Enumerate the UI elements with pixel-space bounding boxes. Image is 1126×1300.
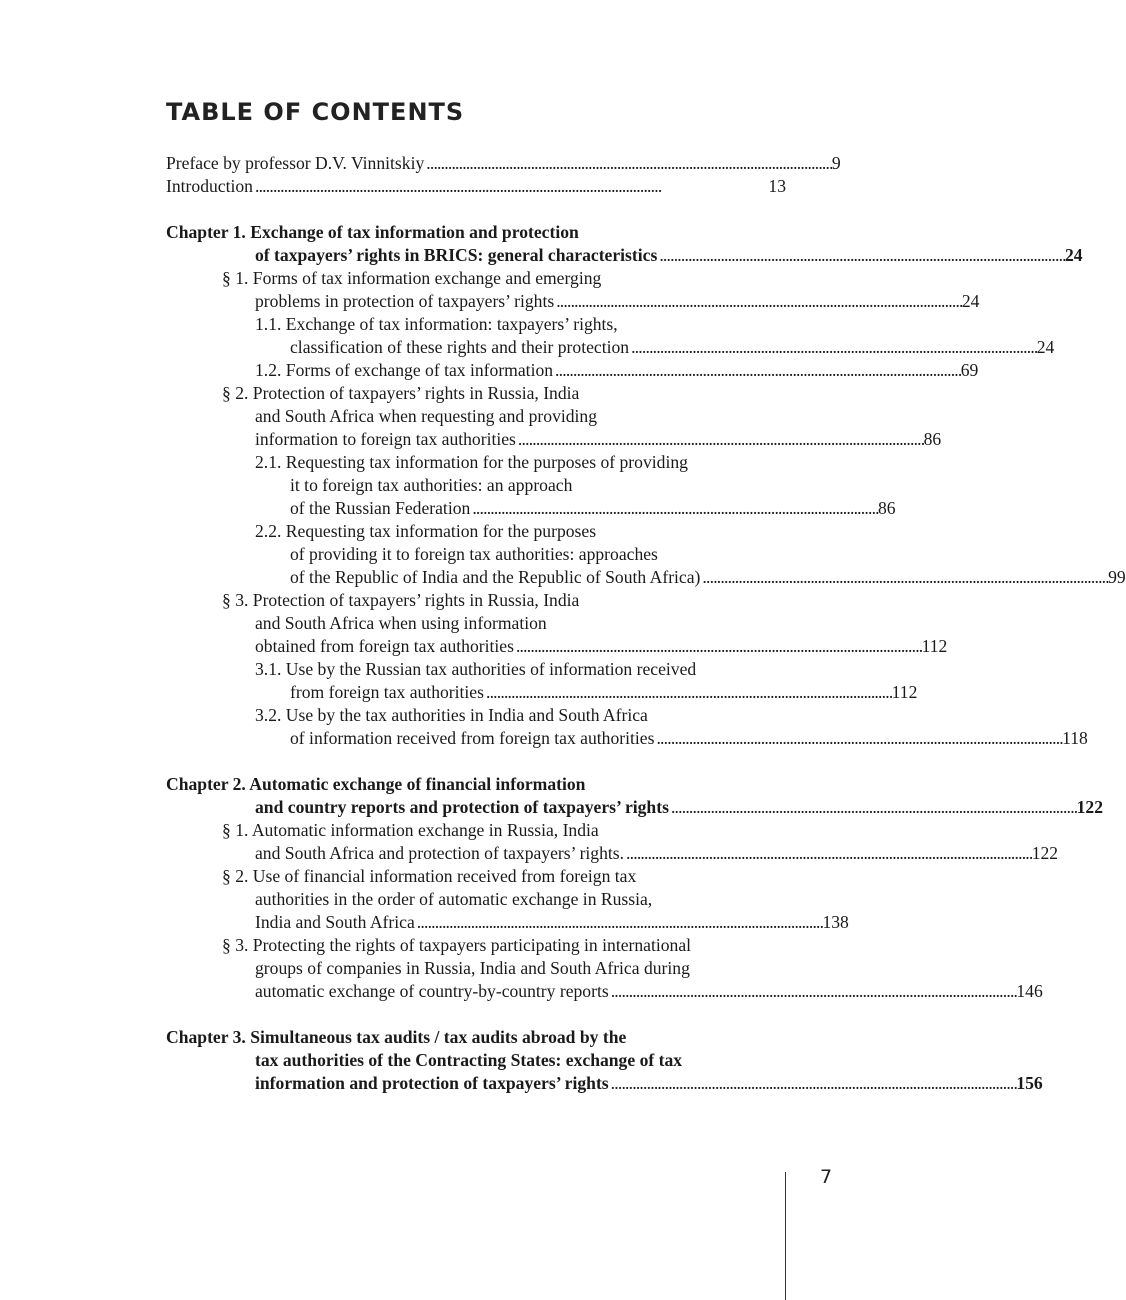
page-number: 7 <box>820 1166 833 1188</box>
toc-page-number: 112 <box>921 636 948 656</box>
toc-subsection-2-1[interactable] <box>166 451 786 474</box>
dot-leader <box>518 428 923 451</box>
toc-subsection-2-2[interactable] <box>166 520 786 543</box>
toc-entry-text: and South Africa when requesting and providing <box>255 406 598 426</box>
dot-leader <box>417 911 822 934</box>
toc-entry-text: 1.2. Forms of exchange of tax information <box>255 360 554 380</box>
toc-entry-text: tax authorities of the Contracting States: exchange of tax <box>255 1050 683 1070</box>
toc-subsection-2-2-cont[interactable] <box>166 543 786 566</box>
toc-page-number: 156 <box>1016 1073 1043 1093</box>
toc-page-number: 112 <box>891 682 918 702</box>
toc-page-number: 69 <box>960 360 979 380</box>
toc-section-1-1-cont[interactable] <box>166 290 980 313</box>
table-of-contents <box>166 152 1126 1095</box>
toc-chapter-3-cont[interactable] <box>166 1049 786 1072</box>
toc-section-2-3-cont[interactable] <box>166 980 1043 1003</box>
toc-page-number: 99 <box>1108 567 1126 587</box>
toc-entry-text: of information received from foreign tax authorities <box>290 728 655 748</box>
toc-page-number: 9 <box>831 153 841 173</box>
toc-chapter-3-cont[interactable] <box>166 1072 1043 1095</box>
toc-entry-text: 2.2. Requesting tax information for the purposes <box>255 521 597 541</box>
toc-section-1-1[interactable] <box>166 267 786 290</box>
toc-page-number: 122 <box>1076 797 1103 817</box>
toc-entry-text: 2.1. Requesting tax information for the purposes of providing <box>255 452 688 472</box>
margin-rule <box>785 1172 786 1300</box>
toc-entry-text: 1.1. Exchange of tax information: taxpayers’ rights, <box>255 314 618 334</box>
toc-chapter-2[interactable] <box>166 773 786 796</box>
toc-page-number: 118 <box>1062 728 1088 748</box>
toc-entry-text: and country reports and protection of taxpayers’ rights <box>255 797 669 817</box>
toc-entry-text: automatic exchange of country-by-country reports <box>255 981 609 1001</box>
toc-section-2-1[interactable] <box>166 819 786 842</box>
toc-chapter-3[interactable] <box>166 1026 786 1049</box>
toc-entry-text: § 3. Protection of taxpayers’ rights in Russia, India <box>222 590 580 610</box>
dot-leader <box>631 336 1036 359</box>
toc-section-1-3-cont[interactable] <box>166 612 786 635</box>
toc-entry-text: problems in protection of taxpayers’ rights <box>255 291 555 311</box>
toc-entry-text: authorities in the order of automatic exchange in Russia, <box>255 889 653 909</box>
toc-page-number: 24 <box>1064 245 1083 265</box>
toc-section-1-2[interactable] <box>166 382 786 405</box>
toc-entry-text: § 3. Protecting the rights of taxpayers participating in international <box>222 935 692 955</box>
toc-entry-text: § 1. Forms of tax information exchange and emerging <box>222 268 602 288</box>
toc-section-1-3[interactable] <box>166 589 786 612</box>
dot-leader <box>671 796 1076 819</box>
toc-entry-text: Introduction <box>166 176 253 196</box>
toc-section-2-2-cont[interactable] <box>166 888 786 911</box>
toc-page-number: 86 <box>877 498 896 518</box>
toc-chapter-1[interactable] <box>166 221 786 244</box>
toc-entry-text: of the Russian Federation <box>290 498 471 518</box>
toc-entry-text: from foreign tax authorities <box>290 682 484 702</box>
toc-section-2-3[interactable] <box>166 934 786 957</box>
toc-page-number: 13 <box>768 176 786 196</box>
dot-leader <box>656 727 1061 750</box>
toc-section-2-1-cont[interactable] <box>166 842 1059 865</box>
toc-section-2-2-cont[interactable] <box>166 911 849 934</box>
toc-entry-text: Chapter 3. Simultaneous tax audits / tax audits abroad by the <box>166 1027 627 1047</box>
toc-entry-text: of the Republic of India and the Republic of South Africa) <box>290 567 701 587</box>
toc-subsection-3-1[interactable] <box>166 658 786 681</box>
toc-subsection-2-2-cont[interactable] <box>166 566 1126 589</box>
toc-entry-text: and South Africa when using information <box>255 613 547 633</box>
toc-subsection-2-1-cont[interactable] <box>166 474 786 497</box>
toc-entry-text: it to foreign tax authorities: an approach <box>290 475 573 495</box>
toc-entry-text: Preface by professor D.V. Vinnitskiy <box>166 153 425 173</box>
toc-section-1-3-cont[interactable] <box>166 635 948 658</box>
toc-subsection-1-1-cont[interactable] <box>166 336 1055 359</box>
toc-page-number: 146 <box>1016 981 1043 1001</box>
dot-leader <box>472 497 877 520</box>
dot-leader <box>516 635 921 658</box>
dot-leader <box>626 842 1031 865</box>
toc-entry-text: classification of these rights and their protection <box>290 337 630 357</box>
toc-section-2-3-cont[interactable] <box>166 957 786 980</box>
toc-page-number: 24 <box>1036 337 1055 357</box>
dot-leader <box>611 980 1016 1003</box>
toc-entry-text: § 2. Use of financial information received from foreign tax <box>222 866 637 886</box>
toc-page-number: 86 <box>923 429 942 449</box>
dot-leader <box>611 1072 1016 1095</box>
toc-subsection-3-1-cont[interactable] <box>166 681 918 704</box>
toc-subsection-3-2-cont[interactable] <box>166 727 1088 750</box>
toc-subsection-2-1-cont[interactable] <box>166 497 896 520</box>
toc-entry-text: India and South Africa <box>255 912 415 932</box>
toc-page-number: 122 <box>1031 843 1059 863</box>
dot-leader <box>659 244 1064 267</box>
toc-subsection-1-1[interactable] <box>166 313 786 336</box>
toc-entry-text: § 2. Protection of taxpayers’ rights in Russia, India <box>222 383 580 403</box>
toc-entry-preface[interactable] <box>166 152 841 175</box>
toc-section-1-2-cont[interactable] <box>166 405 786 428</box>
toc-entry-text: of taxpayers’ rights in BRICS: general characteristics <box>255 245 658 265</box>
toc-entry-text: of providing it to foreign tax authorities: approaches <box>290 544 658 564</box>
dot-leader <box>486 681 891 704</box>
toc-section-2-2[interactable] <box>166 865 786 888</box>
toc-subsection-3-2[interactable] <box>166 704 786 727</box>
toc-chapter-2-cont[interactable] <box>166 796 1103 819</box>
toc-section-1-2-cont[interactable] <box>166 428 942 451</box>
dot-leader <box>555 359 960 382</box>
dot-leader <box>426 152 831 175</box>
page-title: TABLE OF CONTENTS <box>166 98 465 126</box>
toc-page-number: 138 <box>822 912 849 932</box>
toc-entry-text: 3.2. Use by the tax authorities in India and South Africa <box>255 705 648 725</box>
dot-leader <box>556 290 961 313</box>
toc-entry-text: information and protection of taxpayers’ rights <box>255 1073 609 1093</box>
toc-entry-text: and South Africa and protection of taxpayers’ rights. <box>255 843 625 863</box>
toc-chapter-1-cont[interactable] <box>166 244 1083 267</box>
toc-entry-introduction[interactable] <box>166 175 786 198</box>
toc-entry-text: Chapter 2. Automatic exchange of financial information <box>166 774 586 794</box>
toc-entry-text: § 1. Automatic information exchange in Russia, India <box>222 820 599 840</box>
dot-leader <box>255 175 767 198</box>
toc-entry-text: information to foreign tax authorities <box>255 429 516 449</box>
toc-entry-text: groups of companies in Russia, India and South Africa during <box>255 958 690 978</box>
toc-entry-text: obtained from foreign tax authorities <box>255 636 514 656</box>
toc-entry-text: Chapter 1. Exchange of tax information and protection <box>166 222 579 242</box>
toc-entry-text: 3.1. Use by the Russian tax authorities of information received <box>255 659 697 679</box>
dot-leader <box>702 566 1107 589</box>
toc-subsection-1-2[interactable] <box>166 359 979 382</box>
toc-page-number: 24 <box>961 291 980 311</box>
